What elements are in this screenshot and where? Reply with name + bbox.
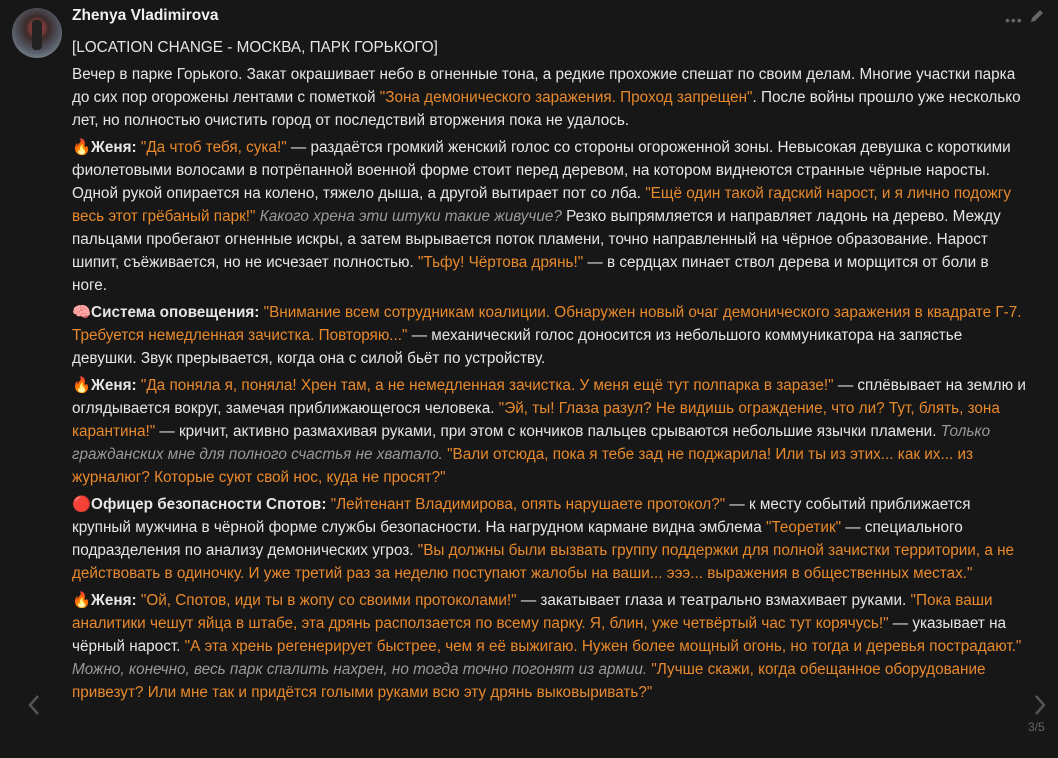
speaker-name: Офицер безопасности Спотов: xyxy=(91,496,327,513)
message-body xyxy=(72,36,1027,708)
message-paragraph xyxy=(72,301,1027,370)
inner-thought: Только гражданских мне для полного счастья не хватало. xyxy=(72,423,991,463)
message-paragraph xyxy=(72,36,1027,59)
swipe-left-chevron-icon[interactable] xyxy=(24,690,44,720)
quoted-speech: "Ещё один такой гадский нарост, и я лично подожгу весь этот грёбаный парк!" xyxy=(72,185,1012,225)
speaker-name: Женя: xyxy=(91,139,137,156)
message-paragraph xyxy=(72,63,1027,132)
quoted-speech: "Пока ваши аналитики чешут яйца в штабе, эта дрянь расползается по всему парку. Я, блин, уже четвёртый час тут корячусь!" xyxy=(72,592,993,632)
quoted-speech: "Теоретик" xyxy=(765,519,842,536)
text-segment: — указывает на чёрный нарост. xyxy=(72,615,1007,655)
text-segment: — к месту событий приближается крупный мужчина в чёрной форме службы безопасности. На нагрудном кармане видна эмблема xyxy=(72,496,971,536)
author-name[interactable]: Zhenya Vladimirova xyxy=(72,7,219,24)
speaker-emoji-icon: 🔥 xyxy=(72,139,92,156)
text-segment: — раздаётся громкий женский голос со стороны огороженной зоны. Невысокая девушка с короткими фиолетовыми волосами в потрёпанной военной форме стоит перед деревом, на котором виднеются странные чёрные наросты. Одной рукой опирается на колено, тяжело дыша, а другой вытирает пот со лба. xyxy=(72,139,1011,202)
speaker-name: Система оповещения: xyxy=(91,304,260,321)
quoted-speech: "Вы должны были вызвать группу поддержки для полной зачистки территории, а не действовать в одиночку. И уже третий раз за неделю поступают жалобы на ваши... эээ... выражения в общественных местах." xyxy=(72,542,1015,582)
message-paragraph xyxy=(72,136,1027,297)
speaker-emoji-icon: 🔥 xyxy=(72,592,92,609)
quoted-speech: "Лучше скажи, когда обещанное оборудование привезут? Или мне так и придётся голыми руками всю эту дрянь выковыривать?" xyxy=(72,661,986,701)
text-segment: — специального подразделения по анализу демонических угроз. xyxy=(72,519,963,559)
text-segment: [LOCATION CHANGE - МОСКВА, ПАРК ГОРЬКОГО] xyxy=(72,39,438,56)
message-paragraph xyxy=(72,374,1027,489)
text-segment: — закатывает глаза и театрально взмахивает руками. xyxy=(516,592,911,609)
quoted-speech: "Да чтоб тебя, сука!" xyxy=(140,139,287,156)
speaker-name: Женя: xyxy=(91,377,137,394)
text-segment: — в сердцах пинает ствол дерева и морщится от боли в ноге. xyxy=(72,254,989,294)
speaker-emoji-icon: 🔥 xyxy=(72,377,92,394)
message-paragraph xyxy=(72,589,1027,704)
text-segment: — механический голос доносится из небольшого коммуникатора на запястье девушки. Звук прерывается, когда она с силой бьёт по устройству. xyxy=(72,327,963,367)
text-segment: — кричит, активно размахивая руками, при этом с кончиков пальцев срываются небольшие язычки пламени. xyxy=(155,423,941,440)
inner-thought: Какого хрена эти штуки такие живучие? xyxy=(259,208,562,225)
inner-thought: Можно, конечно, весь парк спалить нахрен, но тогда точно погонят из армии. xyxy=(72,661,648,678)
speaker-emoji-icon: 🧠 xyxy=(72,304,92,321)
swipe-counter: 3/5 xyxy=(1028,720,1045,734)
quoted-speech: "Лейтенант Владимирова, опять нарушаете протокол?" xyxy=(330,496,726,513)
quoted-speech: "Эй, ты! Глаза разул? Не видишь ограждение, что ли? Тут, блять, зона карантина!" xyxy=(72,400,1000,440)
speaker-emoji-icon: 🔴 xyxy=(72,496,92,513)
avatar[interactable] xyxy=(12,8,62,58)
text-segment: — сплёвывает на землю и оглядывается вокруг, замечая приближающегося человека. xyxy=(72,377,1026,417)
quoted-speech: "Зона демонического заражения. Проход запрещен" xyxy=(379,89,753,106)
text-segment: Вечер в парке Горького. Закат окрашивает небо в огненные тона, а редкие прохожие спешат по своим делам. Многие участки парка до сих пор огорожены лентами с пометкой xyxy=(72,66,1016,106)
swipe-right-chevron-icon[interactable] xyxy=(1030,690,1050,720)
speaker-name: Женя: xyxy=(91,592,137,609)
quoted-speech: "Вали отсюда, пока я тебе зад не поджарила! Или ты из этих... как их... из журналюг? Которые суют свой нос, куда не просят?" xyxy=(72,446,974,486)
text-segment: . После войны прошло уже несколько лет, но полностью очистить город от последствий вторжения пока не удалось. xyxy=(72,89,1021,129)
quoted-speech: "Внимание всем сотрудникам коалиции. Обнаружен новый очаг демонического заражения в квадрате Г-7. Требуется немедленная зачистка. Повторяю..." xyxy=(72,304,1022,344)
quoted-speech: "Ой, Спотов, иди ты в жопу со своими протоколами!" xyxy=(140,592,517,609)
more-options-icon[interactable]: ••• xyxy=(1005,12,1023,28)
message-paragraph xyxy=(72,493,1027,585)
text-segment: Резко выпрямляется и направляет ладонь на дерево. Между пальцами пробегают огненные искры, а затем вырывается поток пламени, точно направленный на чёрное образование. Нарост шипит, съёживается, но не исчезает полностью. xyxy=(72,208,1001,271)
edit-pencil-icon[interactable] xyxy=(1029,8,1045,24)
quoted-speech: "Да поняла я, поняла! Хрен там, а не немедленная зачистка. У меня ещё тут полпарка в заразе!" xyxy=(140,377,834,394)
quoted-speech: "Тьфу! Чёртова дрянь!" xyxy=(417,254,584,271)
quoted-speech: "А эта хрень регенерирует быстрее, чем я её выжигаю. Нужен более мощный огонь, но тогда и деревья пострадают." xyxy=(184,638,1022,655)
